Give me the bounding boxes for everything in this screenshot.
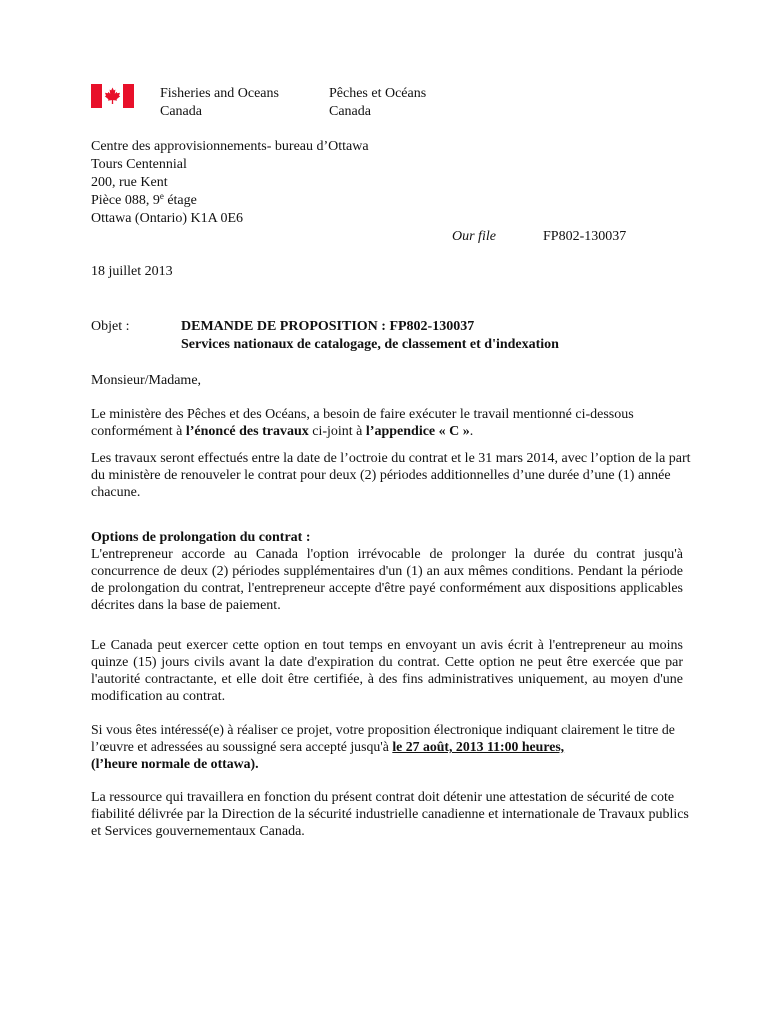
subject-line-2: Services nationaux de catalogage, de classement et d'indexation bbox=[181, 337, 559, 352]
paragraph-work-period: Les travaux seront effectués entre la date de l’octroie du contrat et le 31 mars 2014, avec l’option de la part du ministère de renouveler le contrat pour deux (2) périodes additionnelles d’une durée d’une (1) année chacune. bbox=[91, 451, 691, 500]
paragraph-intro: Le ministère des Pêches et des Océans, a besoin de faire exécuter le travail mentionné ci-dessous conformément à l’énoncé des travaux ci-joint à l’appendice « C ». bbox=[91, 407, 634, 439]
department-name-en bbox=[160, 85, 279, 121]
dept-en-line2: Canada bbox=[160, 104, 202, 119]
address-line-4: Pièce 088, 9e étage bbox=[91, 191, 197, 208]
canada-flag-icon bbox=[91, 84, 134, 108]
dept-fr-line2: Canada bbox=[329, 104, 371, 119]
paragraph-security: La ressource qui travaillera en fonction du présent contrat doit détenir une attestation de sécurité de cote fiabilité délivrée par la Direction de la sécurité industrielle canadienne et internationale de Travaux publics et Services gouvernementaux Canada. bbox=[91, 790, 689, 839]
subject-line-1: DEMANDE DE PROPOSITION : FP802-130037 bbox=[181, 319, 475, 334]
letter-date: 18 juillet 2013 bbox=[91, 264, 173, 279]
subject-label: Objet : bbox=[91, 319, 130, 334]
address-line-1: Centre des approvisionnements- bureau d’Ottawa bbox=[91, 139, 369, 154]
address-line-2: Tours Centennial bbox=[91, 157, 187, 172]
maple-leaf-icon bbox=[104, 87, 121, 105]
paragraph-options-1: L'entrepreneur accorde au Canada l'option irrévocable de prolonger la durée du contrat jusqu'à concurrence de deux (2) périodes supplémentaires d'un (1) an aux mêmes conditions. Pendant la période de prolongation du contrat, l'entrepreneur accepte d'être payé conformément aux dispositions applicables décrites dans la base de paiement. bbox=[91, 547, 683, 613]
submission-deadline: le 27 août, 2013 11:00 heures, bbox=[392, 739, 565, 754]
dept-en-line1: Fisheries and Oceans bbox=[160, 86, 279, 101]
address-line-5: Ottawa (Ontario) K1A 0E6 bbox=[91, 211, 244, 226]
sender-address bbox=[91, 138, 369, 228]
file-number: FP802-130037 bbox=[543, 229, 627, 244]
department-name-fr bbox=[329, 85, 426, 121]
paragraph-submission: Si vous êtes intéressé(e) à réaliser ce projet, votre proposition électronique indiquant clairement le titre de l’œuvre et adressées au soussigné sera accepté jusqu'à le 27 août, 2013 11:00 heures, (l’heure normale de ottawa). bbox=[91, 722, 675, 771]
paragraph-options-2: Le Canada peut exercer cette option en tout temps en envoyant un avis écrit à l'entrepreneur au moins quinze (15) jours civils avant la date d'expiration du contrat. Cette option ne peut être exercée que par l'autorité contractante, et elle doit être certifiée, à des fins administratives uniquement, au moyen d'une modification au contrat. bbox=[91, 638, 683, 704]
options-heading: Options de prolongation du contrat : bbox=[91, 530, 311, 545]
salutation: Monsieur/Madame, bbox=[91, 373, 202, 388]
dept-fr-line1: Pêches et Océans bbox=[329, 86, 427, 101]
address-line-3: 200, rue Kent bbox=[91, 175, 168, 190]
subject-text bbox=[181, 318, 559, 354]
file-label: Our file bbox=[452, 229, 496, 244]
